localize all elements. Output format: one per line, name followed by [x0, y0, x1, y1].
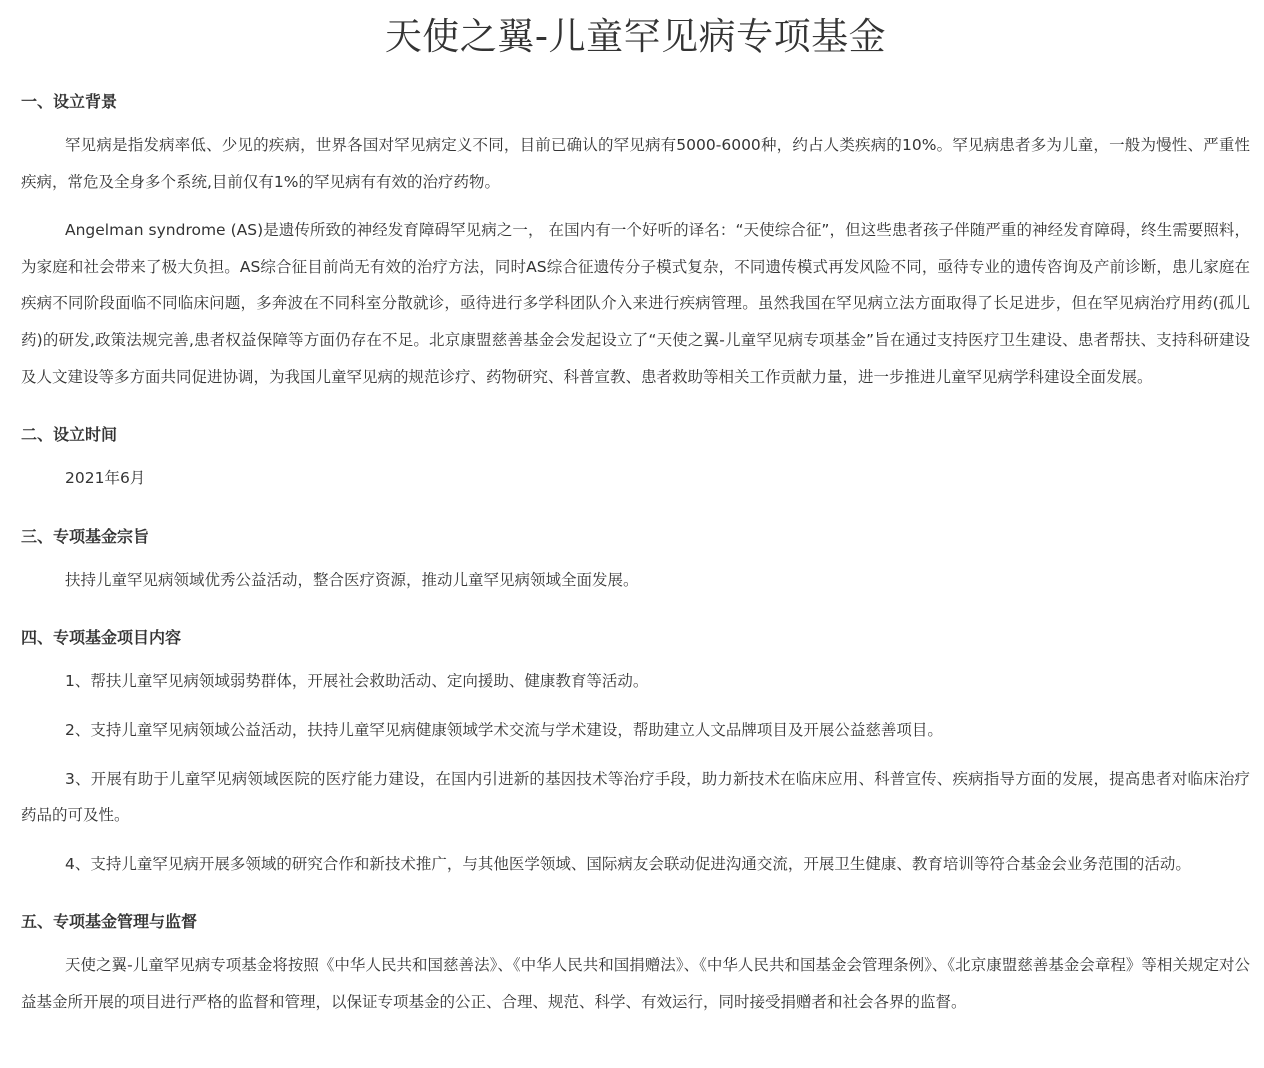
paragraph: 罕见病是指发病率低、少见的疾病，世界各国对罕见病定义不同，目前已确认的罕见病有5000-6000种，约占人类疾病的10%。罕见病患者多为儿童，一般为慢性、严重性疾病，常危及全身多个系统,目前仅有1%的罕见病有有效的治疗药物。 — [21, 136, 1250, 191]
paragraph: Angelman syndrome (AS)是遗传所致的神经发育障碍罕见病之一， 在国内有一个好听的译名：“天使综合征”，但这些患者孩子伴随严重的神经发育障碍，终生需要照料，为家庭和社会带来了极大负担。AS综合征目前尚无有效的治疗方法，同时AS综合征遗传分子模式复杂，不同遗传模式再发风险不同，亟待专业的遗传咨询及产前诊断，患儿家庭在疾病不同阶段面临不同临床问题，多奔波在不同科室分散就诊，亟待进行多学科团队介入来进行疾病管理。虽然我国在罕见病立法方面取得了长足进步，但在罕见病治疗用药(孤儿药)的研发,政策法规完善,患者权益保障等方面仍存在不足。北京康盟慈善基金会发起设立了“天使之翼-儿童罕见病专项基金”旨在通过支持医疗卫生建设、患者帮扶、支持科研建设及人文建设等多方面共同促进协调，为我国儿童罕见病的规范诊疗、药物研究、科普宣教、患者救助等相关工作贡献力量，进一步推进儿童罕见病学科建设全面发展。 — [21, 221, 1250, 386]
section-background — [21, 90, 1250, 395]
section-heading: 二、设立时间 — [21, 425, 118, 445]
page-title: 天使之翼-儿童罕见病专项基金 — [384, 15, 887, 58]
paragraph: 2021年6月 — [65, 469, 146, 488]
section-heading: 一、设立背景 — [21, 92, 118, 111]
paragraph: 4、支持儿童罕见病开展多领域的研究合作和新技术推广，与其他医学领域、国际病友会联动促进沟通交流，开展卫生健康、教育培训等符合基金会业务范围的活动。 — [65, 854, 1191, 873]
paragraph: 1、帮扶儿童罕见病领域弱势群体，开展社会救助活动、定向援助、健康教育等活动。 — [65, 672, 649, 691]
section-heading: 三、专项基金宗旨 — [21, 526, 150, 546]
section-projects — [21, 626, 1250, 882]
paragraph: 3、开展有助于儿童罕见病领域医院的医疗能力建设，在国内引进新的基因技术等治疗手段，助力新技术在临床应用、科普宣传、疾病指导方面的发展，提高患者对临床治疗药品的可及性。 — [21, 769, 1250, 825]
paragraph: 2、支持儿童罕见病领域公益活动，扶持儿童罕见病健康领域学术交流与学术建设，帮助建立人文品牌项目及开展公益慈善项目。 — [65, 720, 943, 739]
section-supervision — [21, 910, 1250, 1020]
section-heading: 四、专项基金项目内容 — [21, 628, 182, 648]
paragraph: 天使之翼-儿童罕见病专项基金将按照《中华人民共和国慈善法》、《中华人民共和国捐赠法》、《中华人民共和国基金会管理条例》、《北京康盟慈善基金会章程》等相关规定对公益基金所开展的项目进行严格的监督和管理，以保证专项基金的公正、合理、规范、科学、有效运行，同时接受捐赠者和社会各界的监督。 — [21, 956, 1250, 1011]
section-date — [21, 423, 1250, 497]
paragraph: 扶持儿童罕见病领域优秀公益活动，整合医疗资源，推动儿童罕见病领域全面发展。 — [65, 570, 639, 589]
section-purpose — [21, 525, 1250, 599]
section-heading: 五、专项基金管理与监督 — [21, 912, 198, 932]
